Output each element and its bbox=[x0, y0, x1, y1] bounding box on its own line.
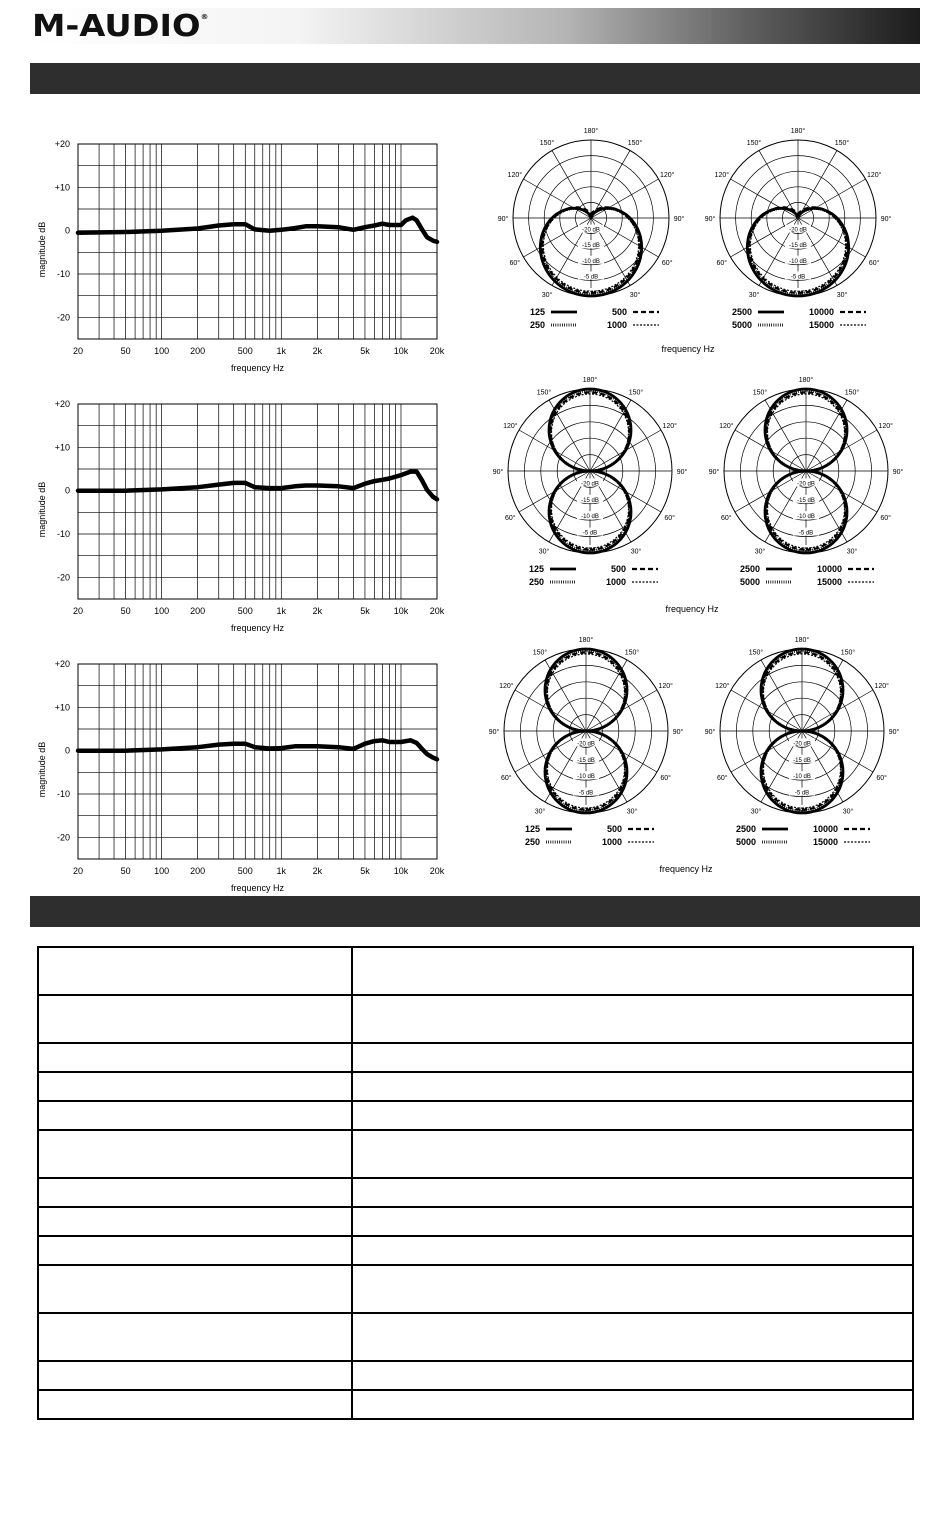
legend-label: 15000 bbox=[816, 577, 842, 587]
legend-label: 2500 bbox=[739, 564, 760, 574]
polar-angle-label: 90° bbox=[704, 729, 716, 736]
y-tick-label: 0 bbox=[64, 485, 70, 496]
polar-angle-label: 90° bbox=[497, 216, 509, 223]
spec-value bbox=[352, 1361, 913, 1390]
legend-label: 1000 bbox=[606, 320, 627, 330]
polar-angle-label: 30° bbox=[754, 548, 766, 556]
x-tick-label: 10k bbox=[393, 606, 409, 616]
x-tick-label: 500 bbox=[237, 346, 253, 356]
spec-value bbox=[352, 1265, 913, 1313]
y-tick-label: -10 bbox=[56, 269, 70, 279]
spec-label bbox=[38, 1390, 352, 1419]
spec-row bbox=[38, 1130, 913, 1178]
polar-ring-label: -15 dB bbox=[793, 757, 811, 764]
polar-ring-label: -5 dB bbox=[798, 530, 814, 537]
polar-angle-label: 180° bbox=[798, 377, 814, 384]
y-tick-label: +20 bbox=[54, 139, 70, 149]
legend-label: 5000 bbox=[731, 320, 752, 330]
y-tick-label: -20 bbox=[56, 832, 70, 843]
specifications-table bbox=[37, 946, 914, 1420]
polar-ring-label: -20 dB bbox=[789, 227, 807, 234]
polar-angle-label: 90° bbox=[672, 729, 684, 736]
spec-label bbox=[38, 1207, 352, 1236]
response-curve bbox=[78, 472, 437, 500]
polar-angle-label: 150° bbox=[748, 649, 764, 657]
legend-label: 1000 bbox=[605, 577, 626, 587]
y-tick-label: 0 bbox=[64, 225, 70, 236]
legend-label: 15000 bbox=[812, 837, 838, 847]
polar-angle-label: 90° bbox=[676, 469, 688, 476]
spec-label bbox=[38, 1130, 352, 1178]
y-tick-label: -20 bbox=[56, 572, 70, 583]
polar-angle-label: 90° bbox=[492, 469, 504, 476]
polar-angle-label: 180° bbox=[790, 128, 806, 135]
polar-angle-label: 120° bbox=[878, 423, 893, 430]
x-tick-label: 50 bbox=[120, 346, 131, 356]
polar-angle-label: 60° bbox=[880, 515, 891, 522]
legend-label: 125 bbox=[524, 824, 540, 834]
polar-ring-label: -10 dB bbox=[577, 774, 595, 781]
spec-value bbox=[352, 1130, 913, 1178]
polar-angle-label: 120° bbox=[662, 423, 677, 430]
polar-ring-label: -15 dB bbox=[789, 243, 807, 250]
y-axis-label: magnitude dB bbox=[37, 221, 47, 278]
polar-angle-label: 120° bbox=[866, 172, 882, 179]
y-tick-label: +10 bbox=[54, 702, 70, 713]
polar-angle-label: 90° bbox=[880, 216, 892, 223]
x-tick-label: 2k bbox=[312, 346, 323, 356]
polar-spoke bbox=[523, 218, 591, 257]
polar-angle-label: 150° bbox=[844, 389, 860, 397]
polar-ring-label: -15 dB bbox=[577, 757, 595, 764]
polar-angle-label: 30° bbox=[750, 808, 762, 816]
legend-label: 250 bbox=[524, 837, 540, 847]
polar-angle-label: 180° bbox=[794, 637, 810, 644]
polar-angle-label: 60° bbox=[661, 260, 673, 267]
plot-frame bbox=[78, 144, 437, 339]
x-tick-label: 1k bbox=[276, 606, 287, 616]
x-tick-label: 20 bbox=[72, 606, 84, 616]
x-tick-label: 200 bbox=[190, 606, 206, 616]
spec-label bbox=[38, 1043, 352, 1072]
spec-row bbox=[38, 1390, 913, 1419]
polar-angle-label: 90° bbox=[888, 729, 900, 736]
polar-angle-label: 180° bbox=[578, 637, 594, 644]
legend-label: 5000 bbox=[735, 837, 756, 847]
spec-label bbox=[38, 1265, 352, 1313]
x-tick-label: 20 bbox=[72, 866, 84, 876]
spec-row bbox=[38, 1207, 913, 1236]
spec-value bbox=[352, 1313, 913, 1361]
x-tick-label: 50 bbox=[120, 866, 131, 876]
polar-ring-label: -20 dB bbox=[582, 227, 600, 234]
polar-angle-label: 60° bbox=[660, 775, 671, 782]
x-axis-label: frequency Hz bbox=[230, 363, 285, 373]
spec-row bbox=[38, 995, 913, 1043]
polar-pattern-chart bbox=[493, 376, 688, 587]
spec-value bbox=[352, 1390, 913, 1419]
polar-ring-label: -10 dB bbox=[797, 514, 815, 521]
response-curve bbox=[78, 740, 437, 759]
polar-spoke bbox=[730, 218, 798, 257]
x-tick-label: 5k bbox=[360, 866, 370, 876]
legend-label: 10000 bbox=[808, 307, 834, 317]
plot-frame bbox=[78, 664, 437, 859]
x-axis-label: frequency Hz bbox=[230, 883, 285, 893]
spec-label bbox=[38, 995, 352, 1043]
y-tick-label: +20 bbox=[54, 659, 70, 669]
polar-angle-label: 120° bbox=[659, 172, 675, 179]
polar-x-axis-label: frequency Hz bbox=[659, 864, 713, 874]
polar-angle-label: 90° bbox=[673, 216, 685, 223]
polar-x-axis-label: frequency Hz bbox=[661, 344, 715, 354]
polar-ring-label: -5 dB bbox=[582, 530, 598, 537]
polar-angle-label: 150° bbox=[746, 139, 762, 147]
polar-ring-label: +5 dB bbox=[794, 808, 810, 814]
polar-ring-label: -10 dB bbox=[793, 774, 811, 781]
brand-logo: M-AUDIO® bbox=[32, 9, 209, 44]
polar-angle-label: 30° bbox=[836, 292, 848, 300]
polar-ring-label: -20 dB bbox=[797, 481, 815, 488]
spec-value bbox=[352, 947, 913, 995]
polar-ring-label: -5 dB bbox=[790, 274, 806, 281]
legend-label: 15000 bbox=[808, 320, 834, 330]
polar-angle-label: 90° bbox=[708, 469, 720, 476]
polar-ring-label: -5 dB bbox=[583, 274, 599, 281]
polar-ring-label: -15 dB bbox=[582, 243, 600, 250]
polar-angle-label: 120° bbox=[658, 683, 673, 690]
y-tick-label: +20 bbox=[54, 399, 70, 409]
spec-label bbox=[38, 1072, 352, 1101]
frequency-response-chart bbox=[37, 659, 445, 893]
polar-angle-label: 30° bbox=[630, 548, 642, 556]
x-tick-label: 1k bbox=[276, 866, 287, 876]
polar-spoke bbox=[591, 218, 659, 257]
polar-angle-label: 120° bbox=[714, 172, 730, 179]
frequency-response-chart bbox=[37, 399, 445, 633]
polar-angle-label: 90° bbox=[704, 216, 716, 223]
y-tick-label: +10 bbox=[54, 182, 70, 193]
polar-pattern-chart bbox=[709, 376, 904, 587]
x-tick-label: 2k bbox=[312, 866, 323, 876]
polar-angle-label: 60° bbox=[876, 775, 887, 782]
polar-angle-label: 30° bbox=[538, 548, 550, 556]
polar-angle-label: 30° bbox=[629, 292, 641, 300]
y-tick-label: -10 bbox=[56, 789, 70, 799]
polar-ring-label: -20 dB bbox=[793, 741, 811, 748]
polar-pattern-chart bbox=[705, 127, 892, 330]
polar-angle-label: 180° bbox=[582, 377, 598, 384]
polar-angle-label: 60° bbox=[717, 775, 728, 782]
polar-angle-label: 60° bbox=[721, 515, 732, 522]
polar-pattern-chart bbox=[498, 127, 685, 330]
x-tick-label: 20 bbox=[72, 346, 84, 356]
polar-angle-label: 60° bbox=[868, 260, 880, 267]
polar-ring-label: -20 dB bbox=[577, 741, 595, 748]
legend-label: 125 bbox=[528, 564, 544, 574]
polar-angle-label: 150° bbox=[624, 649, 640, 657]
polar-angle-label: 30° bbox=[748, 292, 760, 300]
polar-angle-label: 60° bbox=[501, 775, 512, 782]
spec-row bbox=[38, 1101, 913, 1130]
x-tick-label: 200 bbox=[190, 866, 206, 876]
spec-label bbox=[38, 1178, 352, 1207]
polar-angle-label: 150° bbox=[536, 389, 552, 397]
x-tick-label: 20k bbox=[429, 606, 445, 616]
x-tick-label: 10k bbox=[393, 866, 409, 876]
legend-label: 500 bbox=[610, 564, 626, 574]
polar-ring-label: -20 dB bbox=[581, 481, 599, 488]
spec-label bbox=[38, 1313, 352, 1361]
spec-value bbox=[352, 1236, 913, 1265]
polar-angle-label: 60° bbox=[716, 260, 728, 267]
section-bar-specifications bbox=[30, 896, 920, 927]
x-tick-label: 5k bbox=[360, 346, 370, 356]
polar-angle-label: 150° bbox=[840, 649, 856, 657]
x-tick-label: 5k bbox=[360, 606, 370, 616]
polar-ring-label: -15 dB bbox=[797, 497, 815, 504]
polar-angle-label: 90° bbox=[488, 729, 500, 736]
y-tick-label: +10 bbox=[54, 442, 70, 453]
polar-angle-label: 120° bbox=[874, 683, 889, 690]
polar-ring-label: +5 dB bbox=[798, 548, 814, 554]
spec-label bbox=[38, 947, 352, 995]
x-tick-label: 500 bbox=[237, 866, 253, 876]
legend-label: 10000 bbox=[812, 824, 838, 834]
polar-ring-label: -10 dB bbox=[582, 258, 600, 265]
legend-label: 2500 bbox=[735, 824, 756, 834]
polar-ring-label: -15 dB bbox=[581, 497, 599, 504]
spec-label bbox=[38, 1101, 352, 1130]
polar-angle-label: 150° bbox=[834, 139, 850, 147]
polar-ring-label: -5 dB bbox=[794, 790, 810, 797]
x-tick-label: 2k bbox=[312, 606, 323, 616]
spec-row bbox=[38, 1072, 913, 1101]
spec-row bbox=[38, 1361, 913, 1390]
polar-angle-label: 30° bbox=[541, 292, 553, 300]
polar-angle-label: 150° bbox=[539, 139, 555, 147]
x-tick-label: 500 bbox=[237, 606, 253, 616]
polar-angle-label: 30° bbox=[846, 548, 858, 556]
polar-angle-label: 60° bbox=[509, 260, 521, 267]
x-tick-label: 100 bbox=[154, 866, 170, 876]
legend-label: 250 bbox=[528, 577, 544, 587]
plot-frame bbox=[78, 404, 437, 599]
spec-row bbox=[38, 947, 913, 995]
polar-angle-label: 150° bbox=[752, 389, 768, 397]
polar-ring-label: -5 dB bbox=[578, 790, 594, 797]
polar-ring-label: +5 dB bbox=[583, 291, 599, 297]
spec-value bbox=[352, 1207, 913, 1236]
polar-pattern-chart bbox=[489, 636, 684, 847]
y-axis-label: magnitude dB bbox=[37, 481, 47, 538]
spec-value bbox=[352, 1101, 913, 1130]
legend-label: 500 bbox=[606, 824, 622, 834]
polar-angle-label: 120° bbox=[499, 683, 514, 690]
x-tick-label: 20k bbox=[429, 346, 445, 356]
legend-label: 125 bbox=[529, 307, 545, 317]
legend-label: 2500 bbox=[731, 307, 752, 317]
polar-angle-label: 120° bbox=[503, 423, 518, 430]
spec-value bbox=[352, 995, 913, 1043]
polar-angle-label: 120° bbox=[719, 423, 734, 430]
spec-label bbox=[38, 1236, 352, 1265]
x-tick-label: 50 bbox=[120, 606, 131, 616]
spec-value bbox=[352, 1178, 913, 1207]
polar-ring-label: +5 dB bbox=[790, 291, 806, 297]
x-tick-label: 100 bbox=[154, 346, 170, 356]
y-axis-label: magnitude dB bbox=[37, 741, 47, 798]
polar-angle-label: 60° bbox=[505, 515, 516, 522]
polar-angle-label: 120° bbox=[715, 683, 730, 690]
legend-label: 1000 bbox=[601, 837, 622, 847]
polar-angle-label: 30° bbox=[842, 808, 854, 816]
legend-label: 250 bbox=[529, 320, 545, 330]
x-tick-label: 100 bbox=[154, 606, 170, 616]
polar-ring-label: -10 dB bbox=[789, 258, 807, 265]
y-tick-label: 0 bbox=[64, 745, 70, 756]
spec-value bbox=[352, 1043, 913, 1072]
x-tick-label: 10k bbox=[393, 346, 409, 356]
polar-angle-label: 180° bbox=[583, 128, 599, 135]
y-tick-label: -20 bbox=[56, 312, 70, 323]
spec-value bbox=[352, 1072, 913, 1101]
x-tick-label: 20k bbox=[429, 866, 445, 876]
x-axis-label: frequency Hz bbox=[230, 623, 285, 633]
spec-row bbox=[38, 1265, 913, 1313]
polar-x-axis-label: frequency Hz bbox=[665, 604, 719, 614]
polar-angle-label: 30° bbox=[626, 808, 638, 816]
spec-row bbox=[38, 1236, 913, 1265]
spec-row bbox=[38, 1313, 913, 1361]
polar-angle-label: 120° bbox=[507, 172, 523, 179]
polar-angle-label: 150° bbox=[627, 139, 643, 147]
legend-label: 10000 bbox=[816, 564, 842, 574]
polar-ring-label: +5 dB bbox=[578, 808, 594, 814]
response-curve bbox=[78, 218, 437, 242]
frequency-response-chart bbox=[37, 139, 445, 373]
polar-angle-label: 90° bbox=[892, 469, 904, 476]
polar-angle-label: 60° bbox=[664, 515, 675, 522]
polar-spoke bbox=[798, 218, 866, 257]
y-tick-label: -10 bbox=[56, 529, 70, 539]
polar-ring-label: +5 dB bbox=[582, 548, 598, 554]
x-tick-label: 200 bbox=[190, 346, 206, 356]
spec-label bbox=[38, 1361, 352, 1390]
legend-label: 500 bbox=[611, 307, 627, 317]
x-tick-label: 1k bbox=[276, 346, 287, 356]
polar-angle-label: 150° bbox=[628, 389, 644, 397]
spec-row bbox=[38, 1178, 913, 1207]
polar-angle-label: 150° bbox=[532, 649, 548, 657]
polar-ring-label: -10 dB bbox=[581, 514, 599, 521]
polar-angle-label: 30° bbox=[534, 808, 546, 816]
polar-pattern-chart bbox=[705, 636, 900, 847]
spec-row bbox=[38, 1043, 913, 1072]
legend-label: 5000 bbox=[739, 577, 760, 587]
